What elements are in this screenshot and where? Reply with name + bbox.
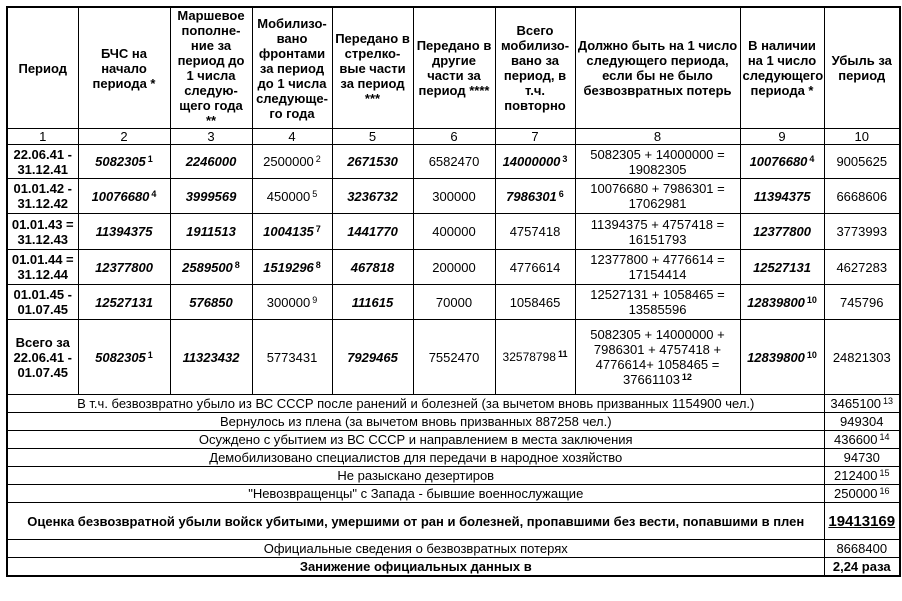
total-mob-cell: 14000000 $^3$: [495, 145, 575, 179]
period-cell: Всего за 22.06.41 - 01.07.45: [7, 320, 78, 395]
rifle-cell: 3236732: [332, 179, 413, 214]
rifle-cell: 111615: [332, 285, 413, 320]
marsh-cell: 1911513: [170, 214, 252, 250]
loss-cell: 9005625: [824, 145, 900, 179]
column-number: 7: [495, 129, 575, 145]
rifle-cell: 2671530: [332, 145, 413, 179]
header-cell: Всего мобилизо-вано за период, в т.ч. повторно: [495, 7, 575, 129]
bchs-cell: 5082305 $^1$: [78, 145, 170, 179]
mob-front-cell: 300000 $^9$: [252, 285, 332, 320]
losses-table: [6, 6, 901, 577]
summary-label: Не разыскано дезертиров: [7, 467, 824, 485]
summary-value: 94730: [824, 449, 900, 467]
bchs-cell: 11394375: [78, 214, 170, 250]
total-mob-cell: 1058465: [495, 285, 575, 320]
summary-value: 3465100 $^{13}$: [824, 395, 900, 413]
mob-front-cell: 1004135 $^7$: [252, 214, 332, 250]
loss-cell: 745796: [824, 285, 900, 320]
summary-label: Демобилизовано специалистов для передачи в народное хозяйство: [7, 449, 824, 467]
header-cell: БЧС на начало периода *: [78, 7, 170, 129]
table-row: [7, 214, 900, 250]
understatement-label: Занижение официальных данных в: [7, 558, 824, 577]
header-cell: В наличии на 1 число следующего периода *: [740, 7, 824, 129]
summary-row: [7, 413, 900, 431]
rifle-cell: 7929465: [332, 320, 413, 395]
column-number: 5: [332, 129, 413, 145]
summary-value: 250000 $^{16}$: [824, 485, 900, 503]
present-cell: 10076680 $^4$: [740, 145, 824, 179]
bchs-cell: 12377800: [78, 250, 170, 285]
marsh-cell: 11323432: [170, 320, 252, 395]
period-cell: 01.01.42 - 31.12.42: [7, 179, 78, 214]
column-number: 9: [740, 129, 824, 145]
rifle-cell: 467818: [332, 250, 413, 285]
summary-row: [7, 467, 900, 485]
summary-row: [7, 485, 900, 503]
loss-cell: 4627283: [824, 250, 900, 285]
summary-label: В т.ч. безвозвратно убыло из ВС СССР после ранений и болезней (за вычетом вновь призванных 1154900 чел.): [7, 395, 824, 413]
marsh-cell: 2589500 $^8$: [170, 250, 252, 285]
table-row: [7, 145, 900, 179]
summary-row: [7, 431, 900, 449]
expected-cell: 12377800 + 4776614 = 17154414: [575, 250, 740, 285]
mob-front-cell: 5773431: [252, 320, 332, 395]
summary-value: 212400 $^{15}$: [824, 467, 900, 485]
expected-cell: 11394375 + 4757418 = 16151793: [575, 214, 740, 250]
present-cell: 12839800 $^{10}$: [740, 320, 824, 395]
total-mob-cell: 4776614: [495, 250, 575, 285]
total-row: [7, 320, 900, 395]
period-cell: 01.01.45 - 01.07.45: [7, 285, 78, 320]
marsh-cell: 3999569: [170, 179, 252, 214]
official-row: [7, 540, 900, 558]
present-cell: 12527131: [740, 250, 824, 285]
official-label: Официальные сведения о безвозвратных потерях: [7, 540, 824, 558]
understatement-value: 2,24 раза: [824, 558, 900, 577]
other-cell: 400000: [413, 214, 495, 250]
understatement-row: [7, 558, 900, 577]
expected-cell: 5082305 + 14000000 + 7986301 + 4757418 + 4776614+ 1058465 = 37661103 $^{12}$: [575, 320, 740, 395]
other-cell: 70000: [413, 285, 495, 320]
other-cell: 7552470: [413, 320, 495, 395]
column-number-row: [7, 129, 900, 145]
other-cell: 200000: [413, 250, 495, 285]
header-cell: Передано в другие части за период ****: [413, 7, 495, 129]
bchs-cell: 5082305 $^1$: [78, 320, 170, 395]
header-cell: Маршевое пополне-ние за период до 1 числа следую-щего года **: [170, 7, 252, 129]
marsh-cell: 576850: [170, 285, 252, 320]
loss-cell: 6668606: [824, 179, 900, 214]
total-mob-cell: 32578798 $^{11}$: [495, 320, 575, 395]
expected-cell: 5082305 + 14000000 = 19082305: [575, 145, 740, 179]
estimate-label: Оценка безвозвратной убыли войск убитыми, умершими от ран и болезней, пропавшими без вести, попавшими в плен: [7, 503, 824, 540]
marsh-cell: 2246000: [170, 145, 252, 179]
official-value: 8668400: [824, 540, 900, 558]
summary-value: 436600 $^{14}$: [824, 431, 900, 449]
header-row: [7, 7, 900, 129]
loss-cell: 24821303: [824, 320, 900, 395]
period-cell: 01.01.43 = 31.12.43: [7, 214, 78, 250]
estimate-row: [7, 503, 900, 540]
other-cell: 6582470: [413, 145, 495, 179]
bchs-cell: 10076680 $^4$: [78, 179, 170, 214]
expected-cell: 10076680 + 7986301 = 17062981: [575, 179, 740, 214]
summary-label: Вернулось из плена (за вычетом вновь призванных 887258 чел.): [7, 413, 824, 431]
header-cell: Передано в стрелко-вые части за период ***: [332, 7, 413, 129]
column-number: 4: [252, 129, 332, 145]
column-number: 6: [413, 129, 495, 145]
table-row: [7, 285, 900, 320]
table-row: [7, 179, 900, 214]
rifle-cell: 1441770: [332, 214, 413, 250]
total-mob-cell: 7986301 $^6$: [495, 179, 575, 214]
header-cell: Период: [7, 7, 78, 129]
summary-value: 949304: [824, 413, 900, 431]
column-number: 1: [7, 129, 78, 145]
header-cell: Убыль за период: [824, 7, 900, 129]
expected-cell: 12527131 + 1058465 = 13585596: [575, 285, 740, 320]
mob-front-cell: 2500000 $^2$: [252, 145, 332, 179]
summary-row: [7, 449, 900, 467]
header-cell: Мобилизо-вано фронтами за период до 1 числа следующе-го года: [252, 7, 332, 129]
column-number: 10: [824, 129, 900, 145]
summary-label: Осуждено с убытием из ВС СССР и направлением в места заключения: [7, 431, 824, 449]
other-cell: 300000: [413, 179, 495, 214]
header-cell: Должно быть на 1 число следующего периода, если бы не было безвозвратных потерь: [575, 7, 740, 129]
present-cell: 12377800: [740, 214, 824, 250]
summary-row: [7, 395, 900, 413]
mob-front-cell: 1519296 $^8$: [252, 250, 332, 285]
present-cell: 11394375: [740, 179, 824, 214]
total-mob-cell: 4757418: [495, 214, 575, 250]
column-number: 2: [78, 129, 170, 145]
period-cell: 22.06.41 - 31.12.41: [7, 145, 78, 179]
bchs-cell: 12527131: [78, 285, 170, 320]
summary-label: "Невозвращенцы" с Запада - бывшие военнослужащие: [7, 485, 824, 503]
period-cell: 01.01.44 = 31.12.44: [7, 250, 78, 285]
mob-front-cell: 450000 $^5$: [252, 179, 332, 214]
table-row: [7, 250, 900, 285]
present-cell: 12839800 $^{10}$: [740, 285, 824, 320]
loss-cell: 3773993: [824, 214, 900, 250]
estimate-value: 19413169: [824, 503, 900, 540]
column-number: 3: [170, 129, 252, 145]
column-number: 8: [575, 129, 740, 145]
